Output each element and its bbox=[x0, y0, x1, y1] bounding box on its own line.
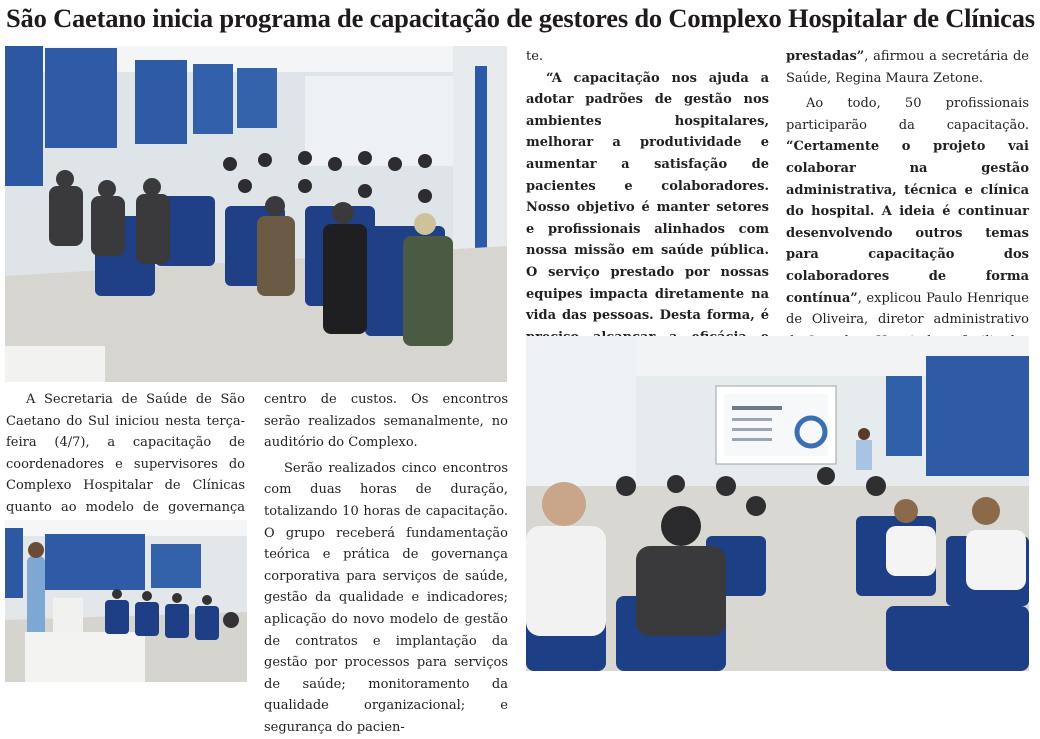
photo-speaker bbox=[5, 520, 247, 682]
photo-auditorium-graphic bbox=[526, 336, 1029, 671]
quote-secretaria: “A capacitação nos ajuda a adotar padrões de gestão nos ambientes hospitalares, melhorar a produtividade e aumentar a satisfação de pacientes e colaboradores. Nosso objetivo é manter setores e profissionais alinhados com nossa missão em saúde pública. O serviço prestado por nossas equipes impacta diretamente na vida das pessoas. Desta forma, é bbox=[526, 70, 769, 324]
attribution-diretor: , explicou Paulo Henrique de Oliveira, diretor administrativo bbox=[786, 290, 1029, 328]
column-2 bbox=[264, 389, 508, 739]
attribution-secretaria: , afirmou a secretária de Saúde, Regina Maura Zetone. bbox=[786, 49, 1029, 86]
headline: São Caetano inicia programa de capacitação de gestores do Complexo Hospitalar de Clínicas bbox=[6, 3, 1035, 33]
paragraph-quote-1 bbox=[526, 68, 769, 370]
participants-text: Ao todo, 50 profissionais participarão da capacitação. bbox=[786, 96, 1029, 133]
column-1 bbox=[6, 389, 245, 540]
paragraph-attrib-1 bbox=[786, 46, 1029, 89]
photo-speaker-graphic bbox=[5, 520, 247, 682]
quote-diretor: “Certamente o projeto vai colaborar na gestão administrativa, técnica e clínica do hospital. A ideia é continuar desenvolvendo outros temas para capacitação dos colaboradores de forma contínua” bbox=[786, 139, 1029, 306]
photo-audience-graphic bbox=[5, 46, 507, 382]
column-3 bbox=[526, 46, 769, 370]
photo-auditorium bbox=[526, 336, 1029, 671]
paragraph-custos: centro de custos. Os encontros serão realizados semanalmente, no auditório do Complexo. bbox=[264, 392, 508, 451]
paragraph-intro: A Secretaria de Saúde de São Caetano do Sul iniciou nesta terça-feira (4/7), a capacitação de coordenadores e supervisores do Complexo Hospitalar de Clínicas quanto ao modelo de governança bbox=[6, 392, 245, 515]
paragraph-te: te. bbox=[526, 49, 544, 64]
column-4 bbox=[786, 46, 1029, 374]
quote-end: prestadas” bbox=[786, 49, 865, 64]
paragraph-encontros: Serão realizados cinco encontros com duas horas de duração, totalizando 10 horas de capacitação. O grupo receberá fundamentação teórica e prática de governança corporativa para serviços de saúde, gestão da qualidade e indicadores; aplicação do novo modelo de gestão de contratos e implantação da gestão por processos para serviços de saúde; monitoramento da qualidade organizacional; e segurança do pacien- bbox=[264, 460, 508, 735]
paragraph-participantes bbox=[786, 93, 1029, 374]
photo-audience bbox=[5, 46, 507, 382]
